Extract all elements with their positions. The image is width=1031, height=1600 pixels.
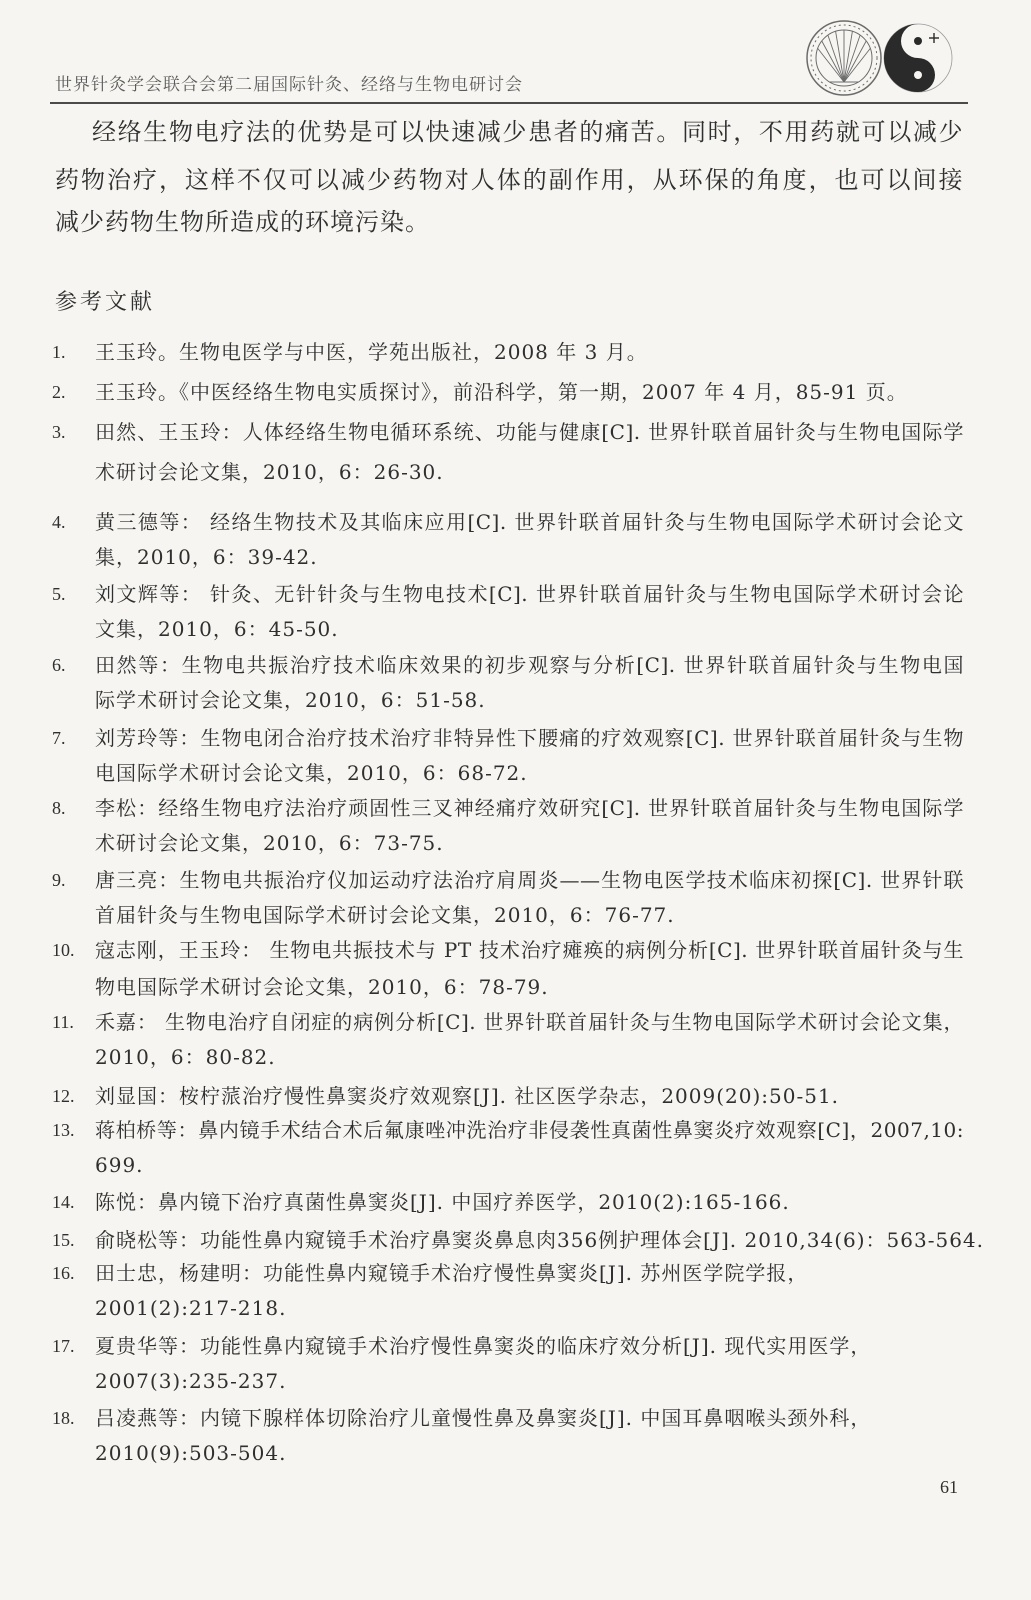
reference-line: 李松：经络生物电疗法治疗顽固性三叉神经痛疗效研究[C]. 世界针联首届针灸与生物电国际学 [95, 797, 964, 819]
reference-item [52, 727, 964, 784]
reference-line: 吕凌燕等：内镜下腺样体切除治疗儿童慢性鼻及鼻窦炎[J]. 中国耳鼻咽喉头颈外科， [95, 1406, 872, 1430]
reference-item [52, 1228, 985, 1252]
yin-yang-dark-half [884, 24, 935, 92]
reference-line: 田士忠，杨建明：功能性鼻内窥镜手术治疗慢性鼻窦炎[J]. 苏州医学院学报， [95, 1261, 809, 1285]
reference-number: 17. [52, 1336, 75, 1356]
reference-item [52, 1011, 964, 1068]
reference-number: 2. [52, 382, 66, 402]
reference-item [52, 1191, 964, 1213]
reference-line: 寇志刚，王玉玲： 生物电共振技术与 PT 技术治疗瘫痪的病例分析[C]. 世界针联首届针灸与生 [95, 939, 964, 961]
reference-number: 8. [52, 798, 66, 818]
reference-line: 刘芳玲等：生物电闭合治疗技术治疗非特异性下腰痛的疗效观察[C]. 世界针联首届针灸与生物 [95, 727, 964, 749]
yin-yang-emblem [884, 24, 952, 92]
reference-number: 5. [52, 584, 66, 604]
reference-line: 黄三德等： 经络生物技术及其临床应用[C]. 世界针联首届针灸与生物电国际学术研讨会论文 [95, 511, 964, 533]
conference-logo [800, 12, 960, 104]
reference-number: 4. [52, 512, 66, 532]
reference-item [52, 583, 964, 640]
references-heading: 参考文献 [55, 290, 156, 315]
globe-emblem [807, 21, 881, 95]
body-line: 减少药物生物所造成的环境污染。 [55, 208, 430, 236]
reference-number: 14. [52, 1192, 75, 1212]
sun-rays [818, 30, 871, 82]
reference-item [52, 341, 964, 363]
reference-line: 2007(3):235-237. [95, 1369, 287, 1393]
reference-line: 首届针灸与生物电国际学术研讨会论文集，2010，6：76-77. [95, 903, 675, 927]
header-rule [50, 102, 968, 104]
reference-line: 禾嘉： 生物电治疗自闭症的病例分析[C]. 世界针联首届针灸与生物电国际学术研讨会论文集， [95, 1011, 964, 1033]
reference-item [52, 1085, 964, 1107]
reference-line: 2001(2):217-218. [95, 1296, 287, 1320]
reference-number: 16. [52, 1263, 75, 1283]
reference-item [52, 654, 964, 711]
reference-number: 3. [52, 422, 66, 442]
star-icon [929, 33, 939, 43]
reference-item [52, 869, 964, 926]
reference-line: 王玉玲。《中医经络生物电实质探讨》，前沿科学，第一期，2007 年 4 月，85-91 页。 [95, 380, 908, 404]
reference-line: 田然、王玉玲：人体经络生物电循环系统、功能与健康[C]. 世界针联首届针灸与生物电国际学 [95, 421, 964, 443]
reference-line: 唐三亮：生物电共振治疗仪加运动疗法治疗肩周炎——生物电医学技术临床初探[C]. 世界针联 [95, 869, 964, 891]
reference-line: 陈悦：鼻内镜下治疗真菌性鼻窦炎[J]. 中国疗养医学，2010(2):165-166. [95, 1190, 790, 1214]
body-line: 药物治疗，这样不仅可以减少药物对人体的副作用，从环保的角度，也可以间接 [55, 166, 963, 194]
reference-line: 集，2010，6：39-42. [95, 545, 318, 569]
reference-line: 电国际学术研讨会论文集，2010，6：68-72. [95, 761, 528, 785]
reference-number: 18. [52, 1408, 75, 1428]
reference-number: 13. [52, 1120, 75, 1140]
reference-number: 12. [52, 1086, 75, 1106]
running-header: 世界针灸学会联合会第二届国际针灸、经络与生物电研讨会 [55, 75, 523, 95]
page-number: 61 [940, 1477, 958, 1497]
reference-line: 刘文辉等： 针灸、无针针灸与生物电技术[C]. 世界针联首届针灸与生物电国际学术研讨会论 [95, 583, 964, 605]
reference-number: 6. [52, 655, 66, 675]
reference-line: 文集，2010，6：45-50. [95, 617, 339, 641]
reference-item [52, 421, 964, 483]
reference-line: 俞晓松等：功能性鼻内窥镜手术治疗鼻窦炎鼻息肉356例护理体会[J]. 2010,34(6)：563-564. [95, 1228, 985, 1252]
reference-line: 刘显国：桉柠蒎治疗慢性鼻窦炎疗效观察[J]. 社区医学杂志，2009(20):50-51. [95, 1084, 840, 1108]
reference-number: 1. [52, 342, 66, 362]
reference-item [52, 797, 964, 854]
reference-line: 2010，6：80-82. [95, 1045, 276, 1069]
yin-yang-light-dot [914, 71, 922, 79]
reference-number: 9. [52, 870, 66, 890]
reference-line: 术研讨会论文集，2010，6：26-30. [95, 460, 444, 484]
reference-item [52, 939, 964, 998]
reference-item [52, 1119, 964, 1176]
reference-item [52, 1335, 964, 1392]
yin-yang-dark-dot [914, 37, 922, 45]
reference-line: 699. [95, 1153, 144, 1177]
reference-line: 术研讨会论文集，2010，6：73-75. [95, 831, 444, 855]
reference-number: 11. [52, 1012, 74, 1032]
reference-item [52, 511, 964, 568]
reference-line: 夏贵华等：功能性鼻内窥镜手术治疗慢性鼻窦炎的临床疗效分析[J]. 现代实用医学， [95, 1334, 872, 1358]
reference-line: 2010(9):503-504. [95, 1441, 287, 1465]
reference-number: 10. [52, 940, 75, 960]
reference-item [52, 381, 964, 403]
reference-number: 15. [52, 1230, 75, 1250]
reference-line: 田然等：生物电共振治疗技术临床效果的初步观察与分析[C]. 世界针联首届针灸与生物电国 [95, 654, 964, 676]
reference-line: 物电国际学术研讨会论文集，2010，6：78-79. [95, 975, 549, 999]
reference-line: 王玉玲。生物电医学与中医，学苑出版社，2008 年 3 月。 [95, 340, 648, 364]
reference-number: 7. [52, 728, 66, 748]
reference-line: 蒋柏桥等：鼻内镜手术结合术后氟康唑冲洗治疗非侵袭性真菌性鼻窦炎疗效观察[C]，2007,10: [95, 1119, 964, 1141]
reference-item [52, 1262, 964, 1319]
body-line: 经络生物电疗法的优势是可以快速减少患者的痛苦。同时，不用药就可以减少 [92, 118, 963, 146]
reference-line: 际学术研讨会论文集，2010，6：51-58. [95, 688, 486, 712]
reference-item [52, 1407, 964, 1464]
